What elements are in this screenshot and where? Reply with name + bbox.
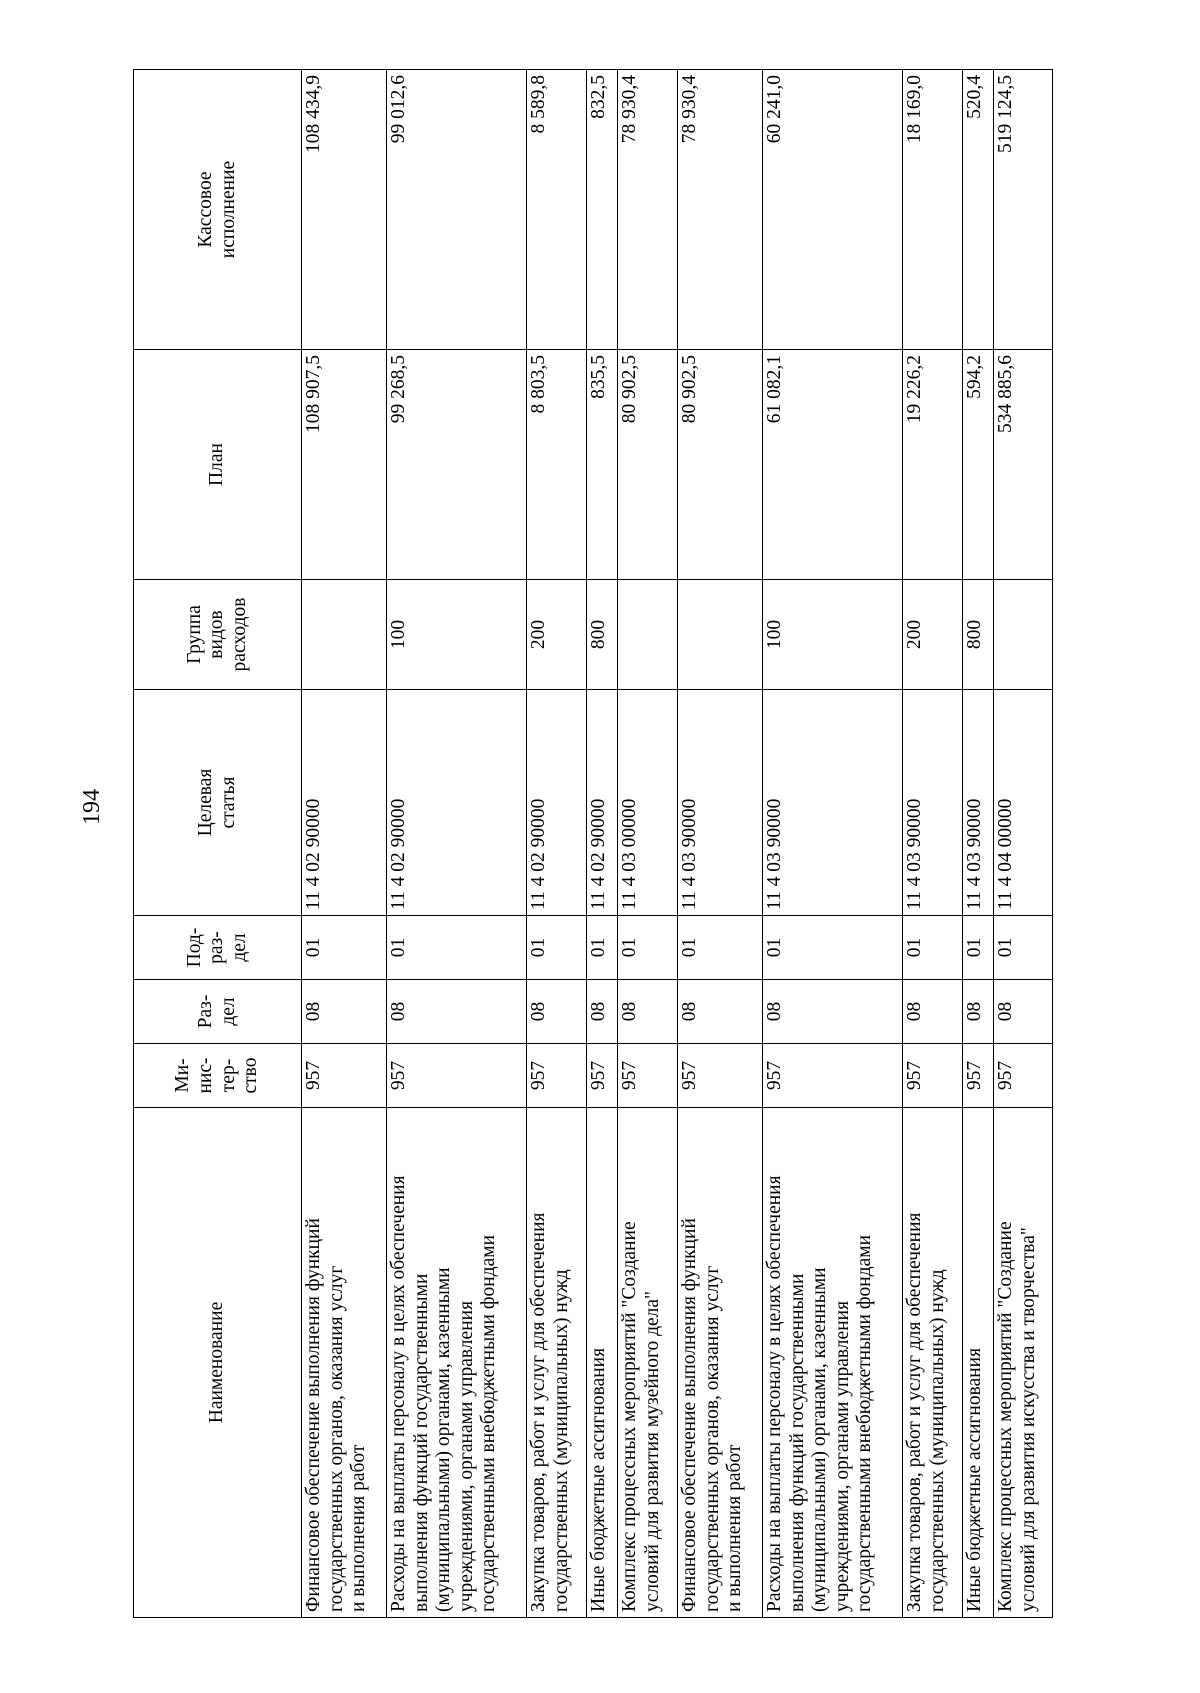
table-row [963,70,994,1618]
cell-section: 08 [527,980,587,1044]
cell-subsection: 01 [678,916,763,980]
cell-target: 11 4 02 90000 [387,690,527,916]
cell-name-line: и выполнения работ [348,1444,370,1612]
cell-name-line: Комплекс процессных мероприятий "Создание [995,1221,1016,1612]
cell-ministry: 957 [302,1044,387,1108]
cell-execution: 832,5 [587,70,618,350]
cell-expense-group [618,580,678,690]
cell-name-line: Комплекс процессных мероприятий "Создание [619,1221,640,1612]
cell-name-line: государственными внебюджетными фондами [854,1234,876,1612]
cell-plan: 108 907,5 [302,350,387,580]
cell-name-line: (муниципальными) органами, казенными [809,1267,831,1612]
cell-plan: 534 885,6 [994,350,1053,580]
cell-subsection: 01 [903,916,963,980]
cell-expense-group [302,580,387,690]
cell-subsection: 01 [527,916,587,980]
cell-name [618,1108,678,1618]
cell-subsection: 01 [963,916,994,980]
cell-section: 08 [678,980,763,1044]
table-row [387,70,527,1618]
header-ministry: Ми- нис- тер- ство [134,1044,302,1108]
cell-ministry: 957 [903,1044,963,1108]
cell-subsection: 01 [587,916,618,980]
cell-execution: 18 169,0 [903,70,963,350]
cell-name-line: государственных (муниципальных) нужд [926,1269,948,1612]
cell-name-line: условий для развития искусства и творчества" [1017,1227,1039,1612]
cell-ministry: 957 [963,1044,994,1108]
cell-expense-group: 200 [527,580,587,690]
cell-expense-group [678,580,763,690]
cell-target: 11 4 03 00000 [618,690,678,916]
cell-name-line: Закупка товаров, работ и услуг для обеспечения [528,1212,549,1612]
cell-ministry: 957 [994,1044,1053,1108]
cell-name-line: Расходы на выплаты персоналу в целях обеспечения [388,1175,409,1612]
cell-plan: 8 803,5 [527,350,587,580]
cell-plan: 99 268,5 [387,350,527,580]
header-target: Целевая статья [134,690,302,916]
cell-name-line: Иные бюджетные ассигнования [588,1347,609,1612]
table-header-row [134,70,302,1618]
cell-target: 11 4 04 00000 [994,690,1053,916]
table-row [678,70,763,1618]
header-expense-group: Группа видов расходов [134,580,302,690]
header-subsection: Под- раз- дел [134,916,302,980]
cell-execution: 519 124,5 [994,70,1053,350]
cell-section: 08 [763,980,903,1044]
table-row [903,70,963,1618]
cell-name [903,1108,963,1618]
cell-name [527,1108,587,1618]
header-plan: План [134,350,302,580]
cell-ministry: 957 [618,1044,678,1108]
cell-section: 08 [387,980,527,1044]
table-row [618,70,678,1618]
cell-ministry: 957 [678,1044,763,1108]
page-number: 194 [79,789,105,825]
table-row [302,70,387,1618]
cell-subsection: 01 [387,916,527,980]
header-name: Наименование [134,1108,302,1618]
cell-name [587,1108,618,1618]
cell-ministry: 957 [587,1044,618,1108]
cell-name-line: и выполнения работ [724,1444,746,1612]
cell-section: 08 [302,980,387,1044]
table-body [302,70,1053,1618]
cell-plan: 19 226,2 [903,350,963,580]
cell-name-line: государственными внебюджетными фондами [478,1234,500,1612]
cell-name-line: (муниципальными) органами, казенными [433,1267,455,1612]
cell-expense-group: 800 [963,580,994,690]
cell-plan: 61 082,1 [763,350,903,580]
cell-expense-group: 200 [903,580,963,690]
cell-section: 08 [587,980,618,1044]
table-row [763,70,903,1618]
cell-target: 11 4 02 90000 [527,690,587,916]
cell-name-line: учреждениями, органами управления [455,1300,477,1612]
cell-subsection: 01 [618,916,678,980]
cell-target: 11 4 03 90000 [678,690,763,916]
cell-ministry: 957 [527,1044,587,1108]
cell-section: 08 [994,980,1053,1044]
cell-target: 11 4 03 90000 [963,690,994,916]
header-execution: Кассовое исполнение [134,70,302,350]
cell-execution: 78 930,4 [678,70,763,350]
cell-execution: 520,4 [963,70,994,350]
cell-expense-group: 100 [387,580,527,690]
cell-section: 08 [618,980,678,1044]
cell-name [387,1108,527,1618]
cell-execution: 108 434,9 [302,70,387,350]
table-row [994,70,1053,1618]
cell-name-line: условий для развития музейного дела" [641,1290,663,1612]
cell-name [763,1108,903,1618]
cell-execution: 8 589,8 [527,70,587,350]
cell-plan: 80 902,5 [678,350,763,580]
cell-plan: 835,5 [587,350,618,580]
header-section: Раз- дел [134,980,302,1044]
table-row [587,70,618,1618]
cell-section: 08 [963,980,994,1044]
cell-target: 11 4 02 90000 [587,690,618,916]
cell-expense-group: 800 [587,580,618,690]
cell-name [963,1108,994,1618]
cell-name-line: выполнения функций государственными [786,1273,808,1612]
budget-table-wrapper [133,70,1053,1618]
budget-table [133,69,1053,1618]
cell-name-line: Финансовое обеспечение выполнения функций [303,1218,324,1612]
cell-ministry: 957 [763,1044,903,1108]
cell-name [678,1108,763,1618]
cell-target: 11 4 02 90000 [302,690,387,916]
cell-execution: 78 930,4 [618,70,678,350]
cell-subsection: 01 [994,916,1053,980]
cell-name-line: государственных (муниципальных) нужд [550,1269,572,1612]
cell-name-line: Расходы на выплаты персоналу в целях обеспечения [764,1175,785,1612]
cell-expense-group: 100 [763,580,903,690]
cell-plan: 80 902,5 [618,350,678,580]
cell-execution: 60 241,0 [763,70,903,350]
cell-target: 11 4 03 90000 [763,690,903,916]
cell-name-line: государственных органов, оказания услуг [325,1265,347,1612]
table-row [527,70,587,1618]
cell-name-line: выполнения функций государственными [410,1273,432,1612]
cell-name-line: учреждениями, органами управления [831,1300,853,1612]
cell-name [994,1108,1053,1618]
cell-name-line: Закупка товаров, работ и услуг для обеспечения [904,1212,925,1612]
cell-name [302,1108,387,1618]
cell-section: 08 [903,980,963,1044]
cell-subsection: 01 [763,916,903,980]
cell-name-line: Финансовое обеспечение выполнения функций [679,1218,700,1612]
cell-execution: 99 012,6 [387,70,527,350]
cell-expense-group [994,580,1053,690]
cell-ministry: 957 [387,1044,527,1108]
cell-name-line: Иные бюджетные ассигнования [964,1347,985,1612]
cell-target: 11 4 03 90000 [903,690,963,916]
cell-subsection: 01 [302,916,387,980]
cell-name-line: государственных органов, оказания услуг [701,1265,723,1612]
cell-plan: 594,2 [963,350,994,580]
